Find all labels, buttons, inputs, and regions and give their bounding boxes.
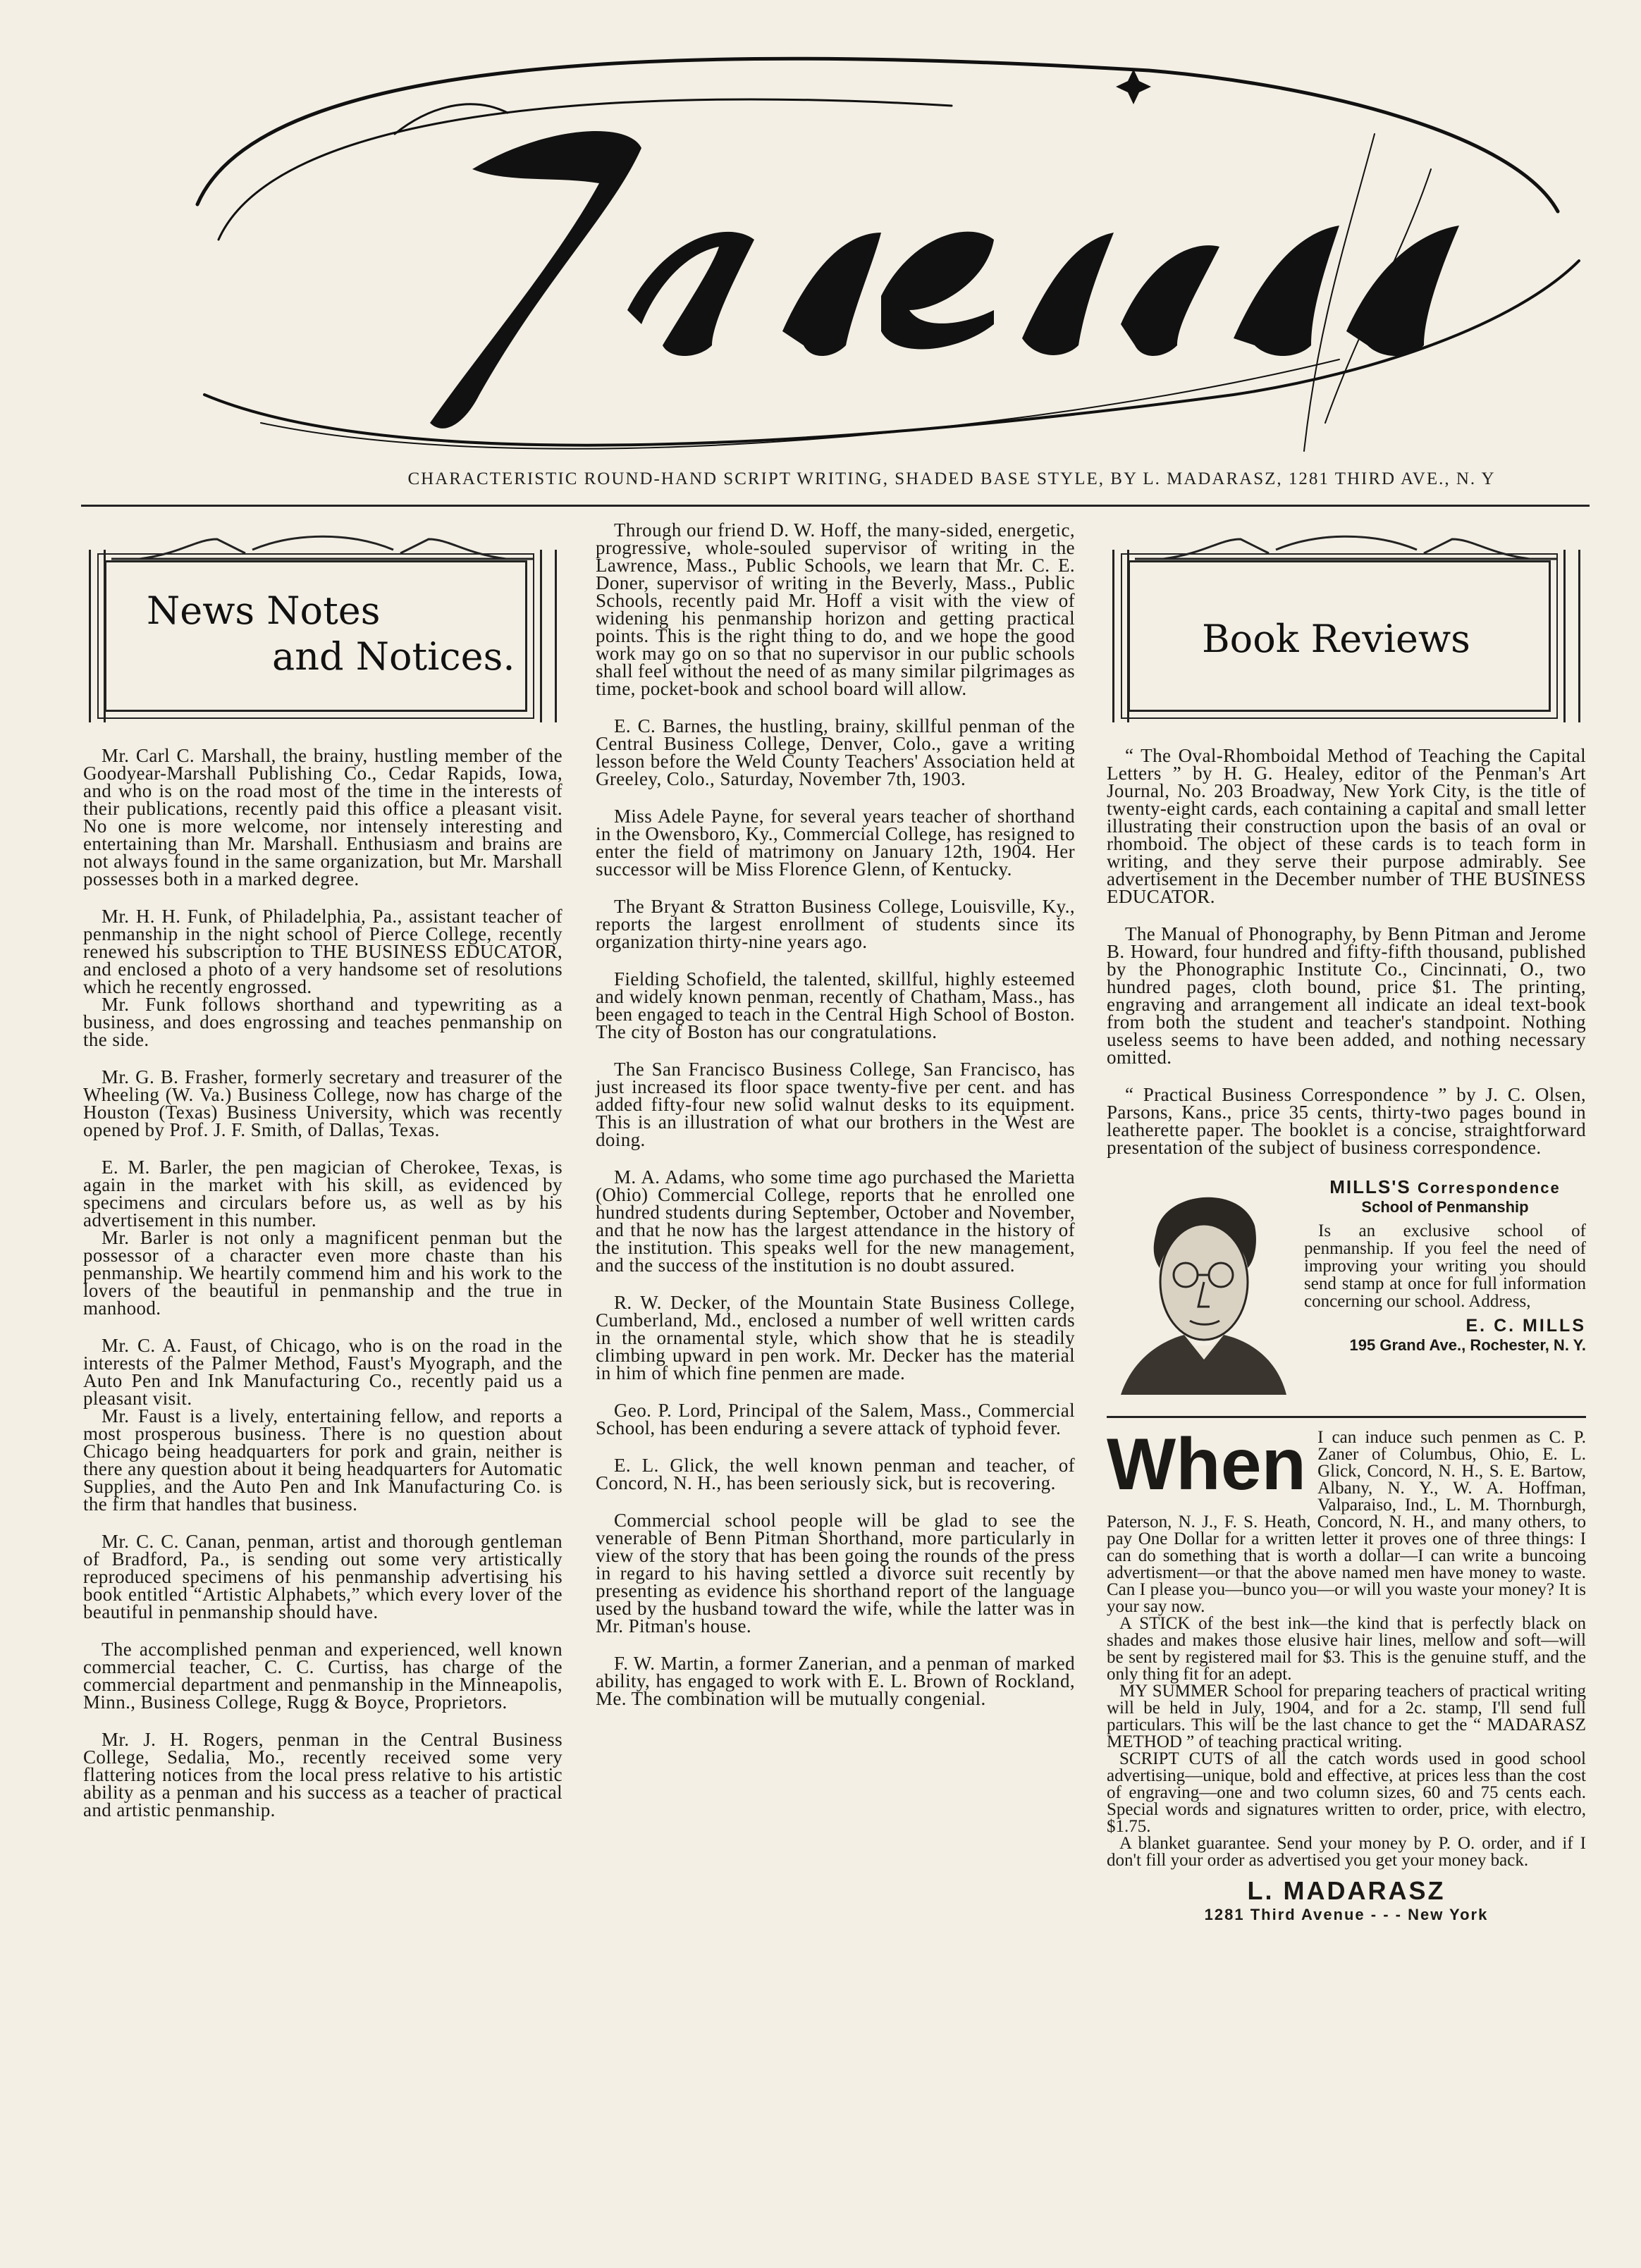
mills-name: MILLS'S <box>1329 1176 1411 1197</box>
news-item: Mr. C. A. Faust, of Chicago, who is on the road in the interests of the Palmer Method, Faust's Myograph, and the Auto Pen and Ink Manufacturing Co., recently paid us a pleasant visit. <box>83 1335 563 1409</box>
ornament-crest-icon <box>111 532 534 560</box>
when-paragraph: A blanket guarantee. Send your money by P. O. order, and if I don't fill your order as advertised you get your money back. <box>1107 1834 1586 1870</box>
news-item: E. C. Barnes, the hustling, brainy, skillful penman of the Central Business College, Denver, Colo., gave a writing lesson before the Weld County Teachers' Association held at Greeley, Colo., Saturday, November 7th, 1903. <box>596 715 1075 789</box>
madarasz-signature: L. MADARASZ <box>1247 1876 1446 1905</box>
reviews-column <box>1107 522 1586 1924</box>
middle-column <box>596 519 1075 1727</box>
news-item: F. W. Martin, a former Zanerian, and a penman of marked ability, has engaged to work with E. L. Brown of Rockland, Me. The combination will be mutually congenial. <box>596 1653 1075 1709</box>
news-item: M. A. Adams, who some time ago purchased the Marietta (Ohio) Commercial College, reports that he enrolled one hundred students during September, October and November, and that he now has the largest attendance in the history of the institution. This speaks well for the new management, and the success of the institution is no doubt assured. <box>596 1166 1075 1276</box>
frame-post-right <box>1563 550 1580 722</box>
news-item: Mr. Funk follows shorthand and typewriting as a business, and does engrossing and teaches penmanship on the side. <box>83 994 563 1050</box>
news-item: Mr. Carl C. Marshall, the brainy, hustling member of the Goodyear-Marshall Publishing Co., Cedar Rapids, Iowa, and who is on the road most of the time in the interests of their publications, recently paid this office a pleasant visit. No one is more welcome, nor intensely interesting and entertaining than Mr. Marshall. Enthusiasm and brains are not always found in the same organization, but Mr. Marshall possesses both in a marked degree. <box>83 745 563 889</box>
when-paragraph: I can induce such penmen as C. P. Zaner of Columbus, Ohio, E. L. Glick, Concord, N. H., S. E. Bartow, Albany, N. Y., W. A. Hoffman, Valparaiso, Ind., L. M. Thornburgh, Paterson, N. J., F. S. Heath, Concord, N. H., and many others, to pay One Dollar for a written letter it proves one of three things: I can do something that is worth a dollar—I can write a buncoing advertisment—or that the above named men have money to waste. Can I please you—bunco you—or will you waste your money? It is your say now. <box>1107 1428 1586 1616</box>
mills-ad-headline <box>1304 1176 1586 1198</box>
news-item: R. W. Decker, of the Mountain State Business College, Cumberland, Md., enclosed a number of well written cards in the ornamental style, which show that he is steadily climbing upward in pen work. Mr. Decker has the material in him of which fine penmen are made. <box>596 1292 1075 1383</box>
news-heading-frame <box>83 522 563 733</box>
frame-post-right <box>540 550 557 722</box>
masthead-rule <box>81 505 1590 507</box>
review-item: “ Practical Business Correspondence ” by J. C. Olsen, Parsons, Kans., price 35 cents, thirty-two pages bound in leatherette paper. The booklet is a concise, straightforward presentation of the subject of business correspondence. <box>1107 1084 1586 1158</box>
portrait-engraving-icon <box>1107 1176 1297 1395</box>
masthead-caption: CHARACTERISTIC ROUND-HAND SCRIPT WRITING, SHADED BASE STYLE, BY L. MADARASZ, 1281 THIRD AVE., N. Y <box>407 469 1496 488</box>
frame-post-left <box>89 550 106 722</box>
ornament-crest-icon <box>1135 532 1558 560</box>
reviews-heading-frame <box>1107 522 1586 733</box>
news-item: E. M. Barler, the pen magician of Cherokee, Texas, is again in the market with his skill, as evidenced by specimens and circulars before us, as well as by his advertisement in this number. <box>83 1157 563 1231</box>
news-item: E. L. Glick, the well known penman and teacher, of Concord, N. H., has been seriously sick, but is recovering. <box>596 1455 1075 1493</box>
frame-post-left <box>1112 550 1129 722</box>
when-paragraph: SCRIPT CUTS of all the catch words used in good school advertising—unique, bold and effective, at prices less than the cost of engraving—one and two column sizes, 60 and 75 cents each. Special words and signatures written to order, price, with electro, $1.75. <box>1107 1749 1586 1836</box>
masthead <box>176 28 1600 479</box>
review-item: “ The Oval-Rhomboidal Method of Teaching the Capital Letters ” by H. G. Healey, editor of the Penman's Art Journal, No. 203 Broadway, New York City, is the title of twenty-eight cards, each containing a capital and small letter illustrating their construction upon the basis of an oval or rhomboid. The object of these cards is to teach form in writing, and they serve their purpose admirably. See advertisement in the December number of THE BUSINESS EDUCATOR. <box>1107 745 1586 907</box>
mills-signature: E. C. MILLS <box>1465 1316 1586 1336</box>
news-item: Mr. G. B. Frasher, formerly secretary and treasurer of the Wheeling (W. Va.) Business College, now has charge of the Houston (Texas) Business University, which was recently opened by Prof. J. F. Smith, of Dallas, Texas. <box>83 1066 563 1140</box>
mills-ad-text <box>1304 1176 1586 1355</box>
when-headline: When <box>1107 1424 1307 1505</box>
madarasz-advertisement <box>1107 1424 1586 1924</box>
news-item: Mr. J. H. Rogers, penman in the Central Business College, Sedalia, Mo., recently received some very flattering notices from the local press relative to his artistic ability as a penman and his success as a teacher of practical and artistic penmanship. <box>83 1729 563 1820</box>
when-paragraph: MY SUMMER School for preparing teachers of practical writing will be held in July, 1904, and for a 2c. stamp, I'll send full particulars. This will be the last chance to get the “ MADARASZ METHOD ” of teaching practical writing. <box>1107 1682 1586 1751</box>
news-item: The accomplished penman and experienced, well known commercial teacher, C. C. Curtiss, has charge of the commercial department and penmanship in the Minneapolis, Minn., Business College, Rugg & Boyce, Proprietors. <box>83 1639 563 1713</box>
reviews-heading: Book Reviews <box>1202 617 1470 661</box>
mills-advertisement <box>1107 1176 1586 1418</box>
mills-subtitle: School of Penmanship <box>1361 1198 1529 1216</box>
news-item: Mr. H. H. Funk, of Philadelphia, Pa., assistant teacher of penmanship in the night school of Pierce College, recently renewed his subscription to THE BUSINESS EDUCATOR, and enclosed a photo of a very handsome set of resolutions which he recently engrossed. <box>83 906 563 997</box>
mills-body: Is an exclusive school of penmanship. If you feel the need of improving your writing you should send stamp at once for full information concerning our school. Address, <box>1304 1221 1586 1311</box>
news-heading-line2: and Notices. <box>272 634 515 679</box>
news-item: Miss Adele Payne, for several years teacher of shorthand in the Owensboro, Ky., Commercial College, has resigned to enter the field of matrimony on January 12th, 1904. Her successor will be Miss Florence Glenn, of Kentucky. <box>596 806 1075 880</box>
news-column <box>83 522 563 1839</box>
news-heading-line1: News Notes <box>147 588 381 633</box>
madarasz-address: 1281 Third Avenue - - - New York <box>1204 1906 1489 1923</box>
news-item: Through our friend D. W. Hoff, the many-sided, energetic, progressive, whole-souled supervisor of writing in the Lawrence, Mass., Public Schools, we learn that Mr. C. E. Doner, supervisor of writing in the Beverly, Mass., Public Schools, recently paid Mr. Hoff a visit with the view of widening his penmanship horizon and getting practical points. This is the right thing to do, and we hope the good work may go on so that no supervisor in our public schools shall feel without the need of as many similar pilgrimages as time, pocket-book and school board will allow. <box>596 519 1075 699</box>
news-item: The Bryant & Stratton Business College, Louisville, Ky., reports the largest enrollment of students since its organization thirty-nine years ago. <box>596 896 1075 952</box>
masthead-script-logo <box>176 28 1600 479</box>
news-item: Mr. Barler is not only a magnificent penman but the possessor of a character even more chaste than his penmanship. We heartily commend him and his work to the lovers of the beautiful in penmanship and the true in manhood. <box>83 1227 563 1319</box>
news-item: Mr. Faust is a lively, entertaining fellow, and reports a most prosperous business. There is no question about Chicago being headquarters for pork and grain, neither is there any question about it being headquarters for Automatic Supplies, and the Auto Pen and Ink Manufacturing Co. is the firm that handles that business. <box>83 1405 563 1515</box>
mills-title: Correspondence <box>1417 1179 1561 1197</box>
mills-address: 195 Grand Ave., Rochester, N. Y. <box>1349 1336 1586 1354</box>
news-item: Mr. C. C. Canan, penman, artist and thorough gentleman of Bradford, Pa., is sending out some very artistically reproduced specimens of his penmanship advertising his book entitled “Artistic Alphabets,” which every lover of the beautiful in penmanship should have. <box>83 1531 563 1622</box>
when-paragraph: A STICK of the best ink—the kind that is perfectly black on shades and makes those elusive hair lines, mellow and soft—will be sent by registered mail for $3. This is the genuine stuff, and the only thing fit for an adept. <box>1107 1614 1586 1684</box>
news-item: Geo. P. Lord, Principal of the Salem, Mass., Commercial School, has been enduring a severe attack of typhoid fever. <box>596 1400 1075 1438</box>
news-item: The San Francisco Business College, San Francisco, has just increased its floor space twenty-five per cent. and has added fifty-four new solid walnut desks to its equipment. This is an illustration of what our brothers in the West are doing. <box>596 1059 1075 1150</box>
news-item: Fielding Schofield, the talented, skillful, highly esteemed and widely known penman, recently of Chatham, Mass., has been engaged to teach in the Central High School of Boston. The city of Boston has our congratulations. <box>596 968 1075 1042</box>
review-item: The Manual of Phonography, by Benn Pitman and Jerome B. Howard, four hundred and fifty-fifth thousand, published by the Phonographic Institute Co., Cincinnati, O., two hundred pages, cloth bound, price $1. The printing, engraving and arrangement all indicate an ideal text-book from both the student and teacher's standpoint. Nothing useless seems to have been added, and nothing necessary omitted. <box>1107 923 1586 1068</box>
news-item: Commercial school people will be glad to see the venerable of Benn Pitman Shorthand, more particularly in view of the story that has been going the rounds of the press in regard to his having settled a divorce suit recently by presenting as evidence his shorthand report of the language used by the husband toward the wife, while the latter was in Mr. Pitman's house. <box>596 1510 1075 1637</box>
